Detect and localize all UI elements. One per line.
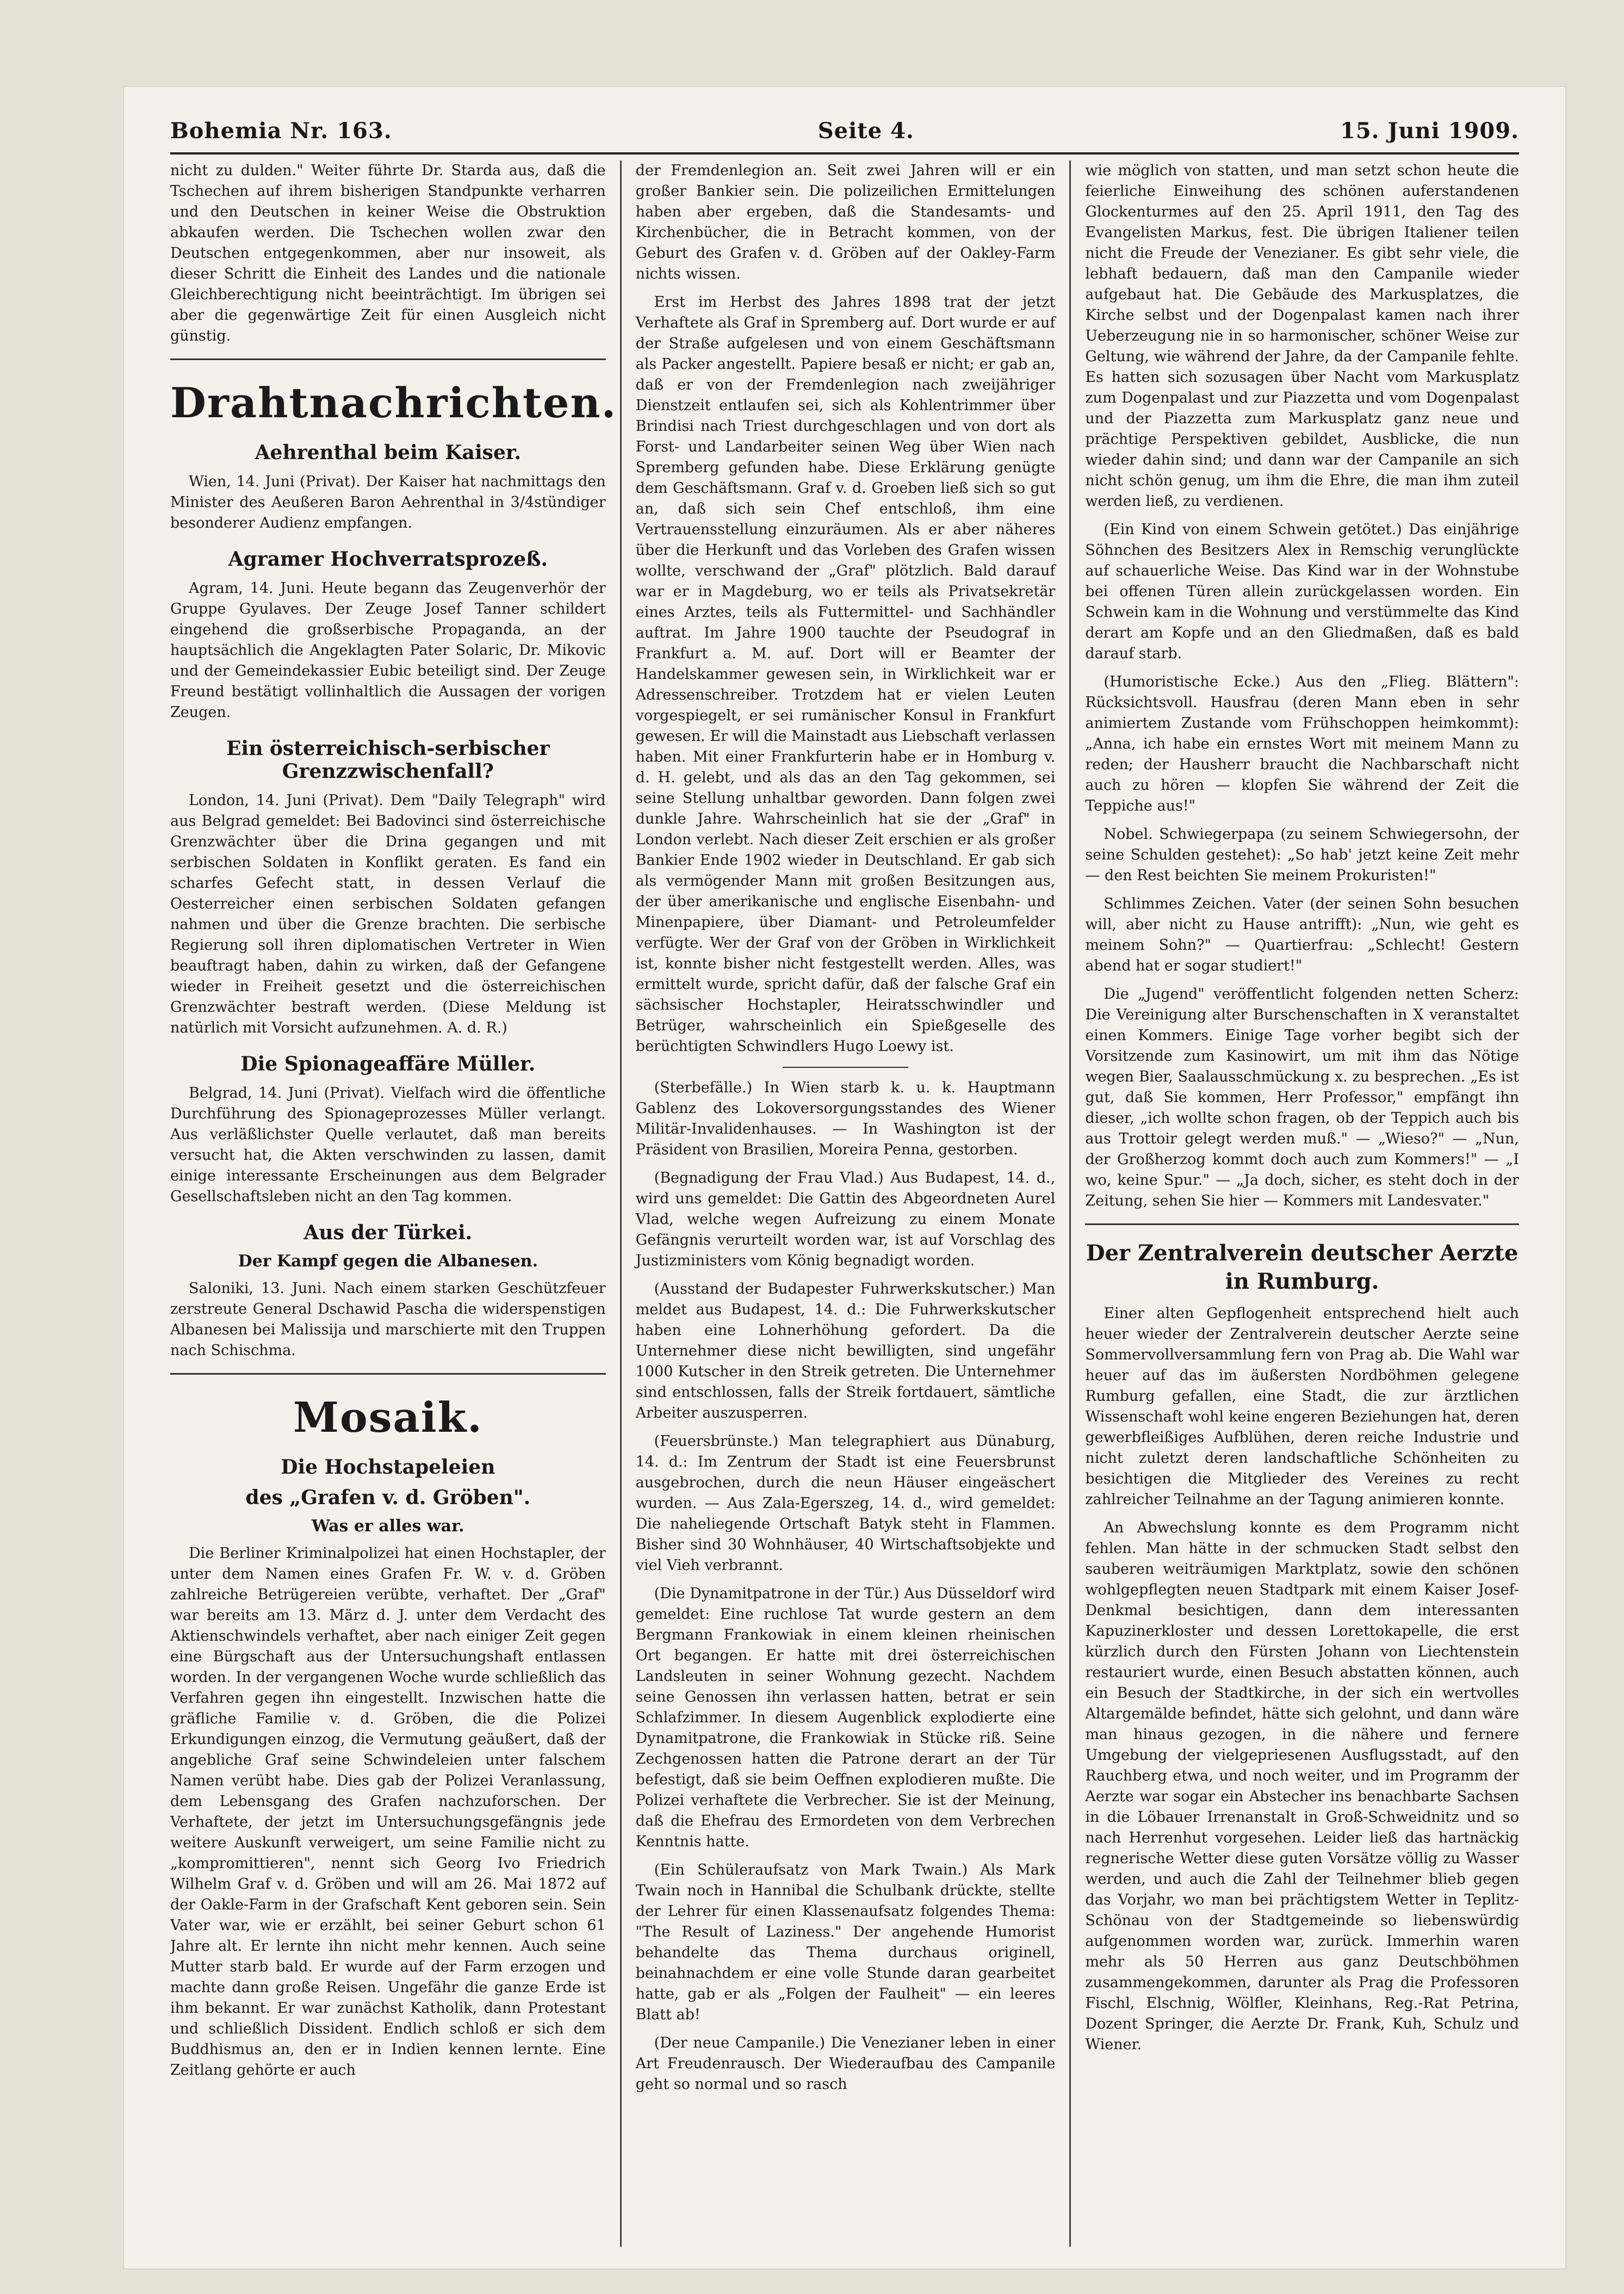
article-humor-2: Nobel. Schwiegerpapa (zu seinem Schwiegersohn, der seine Schulden gestehet): „So hab' jetzt keine Zeit mehr — den Rest beichten Sie meinem Prokuristen!"	[1085, 826, 1519, 884]
article-spionage: Belgrad, 14. Juni (Privat). Vielfach wird die öffentliche Durchführung des Spionageprozesses Müller verlangt. Aus verläßlichster Quelle verlautet, daß man bereits versucht hat, die Akten verschwinden zu lassen, damit einige interessante Erscheinungen aus dem Belgrader Gesellschaftsleben nicht an den Tag kommen.	[170, 1085, 606, 1205]
header-issue: Bohemia Nr. 163.	[170, 118, 392, 144]
article-kind-schwein: (Ein Kind von einem Schwein getötet.) Das einjährige Söhnchen des Besitzers Alex in Remschig verunglückte auf schauerliche Weise. Das Kind war in der Wohnstube bei offenen Türen allein zurückgelassen worden. Ein Schwein kam in die Wohnung und verstümmelte das Kind derart am Kopfe und an den Gliedmaßen, daß es bald darauf starb.	[1085, 521, 1519, 662]
divider	[170, 358, 606, 360]
divider	[1085, 1223, 1519, 1225]
article-zentralverein-1: Einer alten Gepflogenheit entsprechend hielt auch heuer wieder der Zentralverein deutscher Aerzte seine Sommervollversammlung fern von Prag ab. Die Wahl war heuer auf das im äußersten Nordböhmen gelegene Rumburg gefallen, eine Stadt, die zur ärztlichen Wissenschaft wohl keine engeren Beziehungen hat, deren gewerbfleißiges Aufblühen, deren reiche Industrie und nicht zuletzt deren landschaftliche Schönheiten zu besichtigen die Mitglieder des Vereines zu recht zahlreicher Teilnahme an der Tagung animieren konnte.	[1085, 1305, 1519, 1508]
column-3	[1069, 160, 1519, 2247]
article-mark-twain: (Ein Schüleraufsatz von Mark Twain.) Als Mark Twain noch in Hannibal die Schulbank drückte, stellte der Lehrer für einen Klassenaufsatz folgendes Thema: "The Result of Laziness." Der angehende Humorist behandelte das Thema durchaus originell, beinahnachdem er eine volle Stunde daran gearbeitet hatte, gab er als „Folgen der Faulheit" — ein leeres Blatt ab!	[635, 1862, 1056, 2023]
header-page-number: Seite 4.	[817, 118, 914, 144]
header-date: 15. Juni 1909.	[1340, 118, 1519, 144]
section-title-mosaik: Mosaik.	[293, 1393, 483, 1442]
headline-hochstapeleien: Die Hochstapeleien	[281, 1456, 495, 1479]
headline-grenzzwischenfall: Ein österreichisch-serbischer Grenzzwischenfall?	[226, 737, 550, 783]
headline-tuerkei: Aus der Türkei.	[303, 1221, 473, 1244]
subheadline-was-er-war: Was er alles war.	[312, 1517, 464, 1536]
subheadline-albanesen: Der Kampf gegen die Albanesen.	[238, 1252, 538, 1271]
article-humor-3: Schlimmes Zeichen. Vater (der seinen Sohn besuchen will, aber nicht zu Hause antrifft): „Nun, wie geht es meinem Sohn?" — Quartierfrau: „Schlecht! Gestern abend hat er sogar studiert!"	[1085, 895, 1519, 974]
article-agram: Agram, 14. Juni. Heute begann das Zeugenverhör der Gruppe Gyulaves. Der Zeuge Josef Tanner schildert eingehend die großserbische Propaganda, an der hauptsächlich die Angeklagten Pater Solaric, Dr. Mikovic und der Gemeindekassier Eubic beteiligt sind. Der Zeuge Freund bestätigt vollinhaltlich die Aussagen der vorigen Zeugen.	[170, 580, 606, 721]
column-1	[170, 160, 620, 2247]
article-campanile-cont: wie möglich von statten, und man setzt schon heute die feierliche Einweihung des schönen auferstandenen Glockenturmes auf den 25. April 1911, den Tag des Evangelisten Markus, fest. Die übrigen Italiener teilen nicht die Freude der Venezianer. Es gibt sehr viele, die lebhaft bedauern, daß man den Campanile wieder aufgebaut hat. Die Gebäude des Markusplatzes, die Kirche selbst und der Dogenpalast kamen nach ihrer Ueberzeugung nie in so harmonischer, schöner Weise zur Geltung, wie während der Jahre, da der Campanile fehlte. Es hatten sich sozusagen über Nacht vom Markusplatz zum Dogenpalast und zur Piazzetta und vom Dogenpalast und der Piazzetta zum Markusplatz ganz neue und prächtige Perspektiven gebildet, Ausblicke, die nun wieder dahin sind; und dann war der Campanile an sich nicht schön genug, um ihm die Ehre, die man ihm zuteil werden ließ, zu verdienen.	[1085, 162, 1519, 510]
divider	[783, 1067, 909, 1068]
article-campanile: (Der neue Campanile.) Die Venezianer leben in einer Art Freudenrausch. Der Wiederaufbau des Campanile geht so normal und so rasch	[635, 2035, 1056, 2093]
columns	[170, 160, 1519, 2247]
article-tuerkei: Saloniki, 13. Juni. Nach einem starken Geschützfeuer zerstreute General Dschawid Pascha die widerspenstigen Albanesen bei Malissija und marschierte mit den Truppen nach Schischma.	[170, 1280, 606, 1359]
article-zentralverein-2: An Abwechslung konnte es dem Programm nicht fehlen. Man hätte in der schmucken Stadt selbst den sauberen weiträumigen Marktplatz, sowie den schönen wohlgepflegten neuen Stadtpark mit einem Kaiser Josef-Denkmal besichtigen, dann dem interessanten Kapuzinerkloster und dessen Lorettokapelle, die erst kürzlich durch den Fürsten Johann von Liechtenstein restauriert wurde, einen Besuch abstatten können, auch ein Besuch der Stadtkirche, in der sich ein wertvolles Altargemälde befindet, hätte sich gelohnt, und dann wäre man hinaus gezogen, in die nähere und fernere Umgebung der vielgepriesenen Ausflugsstadt, auf den Rauchberg etwa, und noch weiter, und im Programm der Aerzte war sogar ein Abstecher ins benachbarte Sachsen in die Löbauer Irrenanstalt in Groß-Schweidnitz und so nach Herrenhut vorgesehen. Leider ließ das hartnäckig regnerische Wetter diese guten Vorsätze völlig zu Wasser werden, und auch die Zahl der Teilnehmer blieb gegen das Vorjahr, wo man bei prächtigstem Wetter in Teplitz-Schönau von der Stadtgemeinde so liebenswürdig aufgenommen worden war, zurück. Immerhin waren mehr als 50 Herren aus ganz Deutschböhmen zusammengekommen, darunter als Prag die Professoren Fischl, Elschnig, Wölfler, Kleinhans, Reg.-Rat Petrina, Dozent Springer, die Aerzte Dr. Frank, Kuh, Schulz und Wiener.	[1085, 1519, 1519, 2053]
article-aehrenthal: Wien, 14. Juni (Privat). Der Kaiser hat nachmittags den Minister des Aeußeren Baron Aehrenthal in 3/4stündiger besonderer Audienz empfangen.	[170, 473, 606, 531]
article-grenzzwischenfall: London, 14. Juni (Privat). Dem "Daily Telegraph" wird aus Belgrad gemeldet: Bei Badovinci sind österreichische Grenzwächter über die Drina gegangen und mit serbischen Soldaten in Konflikt geraten. Es fand ein scharfes Gefecht statt, in dessen Verlauf die Oesterreicher einen serbischen Soldaten gefangen nahmen und über die Grenze brachten. Die serbische Regierung soll ihren diplomatischen Vertreter in Wien beauftragt haben, dahin zu wirken, daß der Gefangene wieder in Freiheit gesetzt und die österreichischen Grenzwächter bestraft werden. (Diese Meldung ist natürlich mit Vorsicht aufzunehmen. A. d. R.)	[170, 792, 606, 1036]
article-hochstapeleien-cont-2: Erst im Herbst des Jahres 1898 trat der jetzt Verhaftete als Graf in Spremberg auf. Dort wurde er auf der Straße aufgelesen und von einem Geschäftsmann als Packer angestellt. Papiere besaß er nicht; er gab an, daß er von der Fremdenlegion nach zweijähriger Dienstzeit entlaufen sei, sich als Kohlentrimmer über Brindisi nach Triest durchgeschlagen und von dort als Forst- und Landarbeiter seinen Weg über Wien nach Spremberg gefunden habe. Diese Erklärung genügte dem Geschäftsmann. Graf v. d. Groeben ließ sich so gut an, daß sich sein Chef entschloß, ihm eine Vertrauensstellung einzuräumen. Als er aber näheres über die Herkunft und das Vorleben des Grafen wissen wollte, verschwand der „Graf" plötzlich. Bald darauf war er in Magdeburg, wo er teils als Privatsekretär eines Arztes, teils als Futtermittel- und Sachhändler auftrat. Im Jahre 1900 tauchte der Pseudograf in Frankfurt a. M. auf. Dort will er Beamter der Handelskammer gewesen sein, in Wirklichkeit war er Adressenschreiber. Trotzdem hat er vielen Leuten vorgespiegelt, er sei rumänischer Konsul in Frankfurt gewesen. Er will die Mainstadt aus Liebschaft verlassen haben. Mit einer Frankfurterin habe er in Homburg v. d. H. gelebt, und als das an den Tag gekommen, sei seine Stellung unhaltbar geworden. Dann folgen zwei dunkle Jahre. Wahrscheinlich hat sie der „Graf" in London verlebt. Nach dieser Zeit erschien er als großer Bankier Ende 1902 wieder in Deutschland. Er gab sich als vermögender Mann mit großen Besitzungen aus, der über amerikanische und englische Eisenbahn- und Minenpapiere, über Diamant- und Petroleumfelder verfügte. Wer der Graf von der Gröben in Wirklichkeit ist, konnte bisher nicht festgestellt werden. Alles, was ermittelt wurde, spricht dafür, daß der falsche Graf ein sächsischer Hochstapler, Heiratsschwindler und Betrüger, wahrscheinlich ein Spießgeselle des berüchtigten Schwindlers Hugo Loewy ist.	[635, 294, 1056, 1055]
running-header	[170, 113, 1519, 148]
column-2	[620, 160, 1070, 2247]
headline-spionage: Die Spionageaffäre Müller.	[240, 1053, 536, 1075]
headline-agram: Agramer Hochverratsprozeß.	[228, 548, 548, 571]
article-humor-1: (Humoristische Ecke.) Aus den „Flieg. Blättern": Rücksichtsvoll. Hausfrau (deren Mann eben in sehr animiertem Zustande vom Frühschoppen heimkommt): „Anna, ich habe ein ernstes Wort mit meinem Mann zu reden; der Hausherr braucht die Nachbarschaft nicht auch zu hören — klopfen Sie während der Zeit die Teppiche aus!"	[1085, 673, 1519, 814]
article-hochstapeleien-cont: der Fremdenlegion an. Seit zwei Jahren will er ein großer Bankier sein. Die polizeilichen Ermittelungen haben aber ergeben, daß die Standesamts- und Kirchenbücher, die in Betracht kommen, von der Geburt des Grafen v. d. Gröben auf der Oakley-Farm nichts wissen.	[635, 162, 1056, 282]
article-jugend: Die „Jugend" veröffentlicht folgenden netten Scherz: Die Vereinigung alter Burschenschaften in X veranstaltet einen Kommers. Einige Tage vorher begibt sich der Vorsitzende zum Kasinowirt, um mit ihm das Nötige wegen Bier, Saalausschmückung x. zu besprechen. „Es ist gut, daß Sie kommen, Herr Professor," empfängt ihn dieser, „ich wollte schon fragen, ob der Teppich auch bis aus Trottoir gelegt werden muß." — „Wieso?" — „Nun, der Großherzog kommt doch auch zum Kommers!" — „I wo, keine Spur." — „Ja doch, sicher, es steht doch in der Zeitung, sehen Sie hier — Kommers mit Landesvater."	[1085, 986, 1519, 1209]
article-feuersbruenste: (Feuersbrünste.) Man telegraphiert aus Dünaburg, 14. d.: Im Zentrum der Stadt ist eine Feuersbrunst ausgebrochen, durch die neun Häuser eingeäschert wurden. — Aus Zala-Egerszeg, 14. d., wird gemeldet: Die naheliegende Ortschaft Batyk steht in Flammen. Bisher sind 30 Wohnhäuser, 40 Wirtschaftsobjekte und viel Vieh verbrannt.	[635, 1433, 1056, 1574]
article-hochstapeleien: Die Berliner Kriminalpolizei hat einen Hochstapler, der unter dem Namen eines Grafen Fr. W. v. d. Gröben zahlreiche Betrügereien verübte, verhaftet. Der „Graf" war bereits am 13. März d. J. unter dem Verdacht des Aktienschwindels verhaftet, aber nach einiger Zeit gegen eine Bürgschaft aus der Untersuchungshaft entlassen worden. In der vergangenen Woche wurde schließlich das Verfahren gegen ihn eingestellt. Inzwischen hatte die gräfliche Familie v. d. Gröben, die die Polizei Erkundigungen einzog, die Vermutung geäußert, daß der angebliche Graf seine Schwindeleien unter falschem Namen verübt habe. Dies gab der Polizei Veranlassung, dem Lebensgang des Grafen nachzuforschen. Der Verhaftete, der jetzt im Untersuchungsgefängnis jede weitere Auskunft verweigert, um seine Familie nicht zu „kompromittieren", nennt sich Georg Ivo Friedrich Wilhelm Graf v. d. Gröben und will am 26. Mai 1872 auf der Oakle-Farm in der Grafschaft Kent geboren sein. Sein Vater war, wie er erzählt, bei seiner Geburt schon 61 Jahre alt. Er lernte ihn nicht mehr kennen. Auch seine Mutter starb bald. Er wurde auf der Farm erzogen und machte dann große Reisen. Ungefähr die ganze Erde ist ihm bekannt. Er war zunächst Katholik, dann Protestant und schließlich Dissident. Endlich schloß er sich dem Buddhismus an, den er in Indien kennen lernte. Eine Zeitlang gehörte er auch	[170, 1545, 606, 2079]
article-sterbefaelle: (Sterbefälle.) In Wien starb k. u. k. Hauptmann Gablenz des Lokoversorgungsstandes des Wiener Militär-Invalidenhauses. — In Washington ist der Präsident von Brasilien, Moreira Penna, gestorben.	[635, 1079, 1056, 1158]
headline-zentralverein: Der Zentralverein deutscher Aerzte in Rumburg.	[1086, 1240, 1518, 1294]
header-rule	[170, 152, 1519, 154]
section-title-drahtnachrichten: Drahtnachrichten.	[170, 379, 617, 427]
article-begnadigung: (Begnadigung der Frau Vlad.) Aus Budapest, 14. d., wird uns gemeldet: Die Gattin des Abgeordneten Aurel Vlad, welche wegen Aufreizung zu einem Monate Gefängnis verurteilt worden war, ist auf Vorschlag des Justizministers vom König begnadigt worden.	[635, 1170, 1056, 1269]
headline-hochstapeleien-2: des „Grafen v. d. Gröben".	[245, 1486, 531, 1509]
article-continued-text: nicht zu dulden." Weiter führte Dr. Starda aus, daß die Tschechen auf ihrem bisherigen Standpunkte verharren und den Deutschen in keiner Weise die Obstruktion abkaufen werden. Die Tschechen wollen zwar den Deutschen entgegenkommen, aber nur insoweit, als dieser Schritt die Einheit des Landes und die nationale Gleichberechtigung nicht beeinträchtigt. Im übrigen sei aber die gegenwärtige Zeit für einen Ausgleich nicht günstig.	[170, 162, 606, 344]
article-ausstand: (Ausstand der Budapester Fuhrwerkskutscher.) Man meldet aus Budapest, 14. d.: Die Fuhrwerkskutscher haben eine Lohnerhöhung gefordert. Da die Unternehmer diese nicht bewilligten, sind ungefähr 1000 Kutscher in den Streik getreten. Die Unternehmer sind entschlossen, falls der Streik fortdauert, sämtliche Arbeiter auszusperren.	[635, 1281, 1056, 1421]
article-dynamitpatrone: (Die Dynamitpatrone in der Tür.) Aus Düsseldorf wird gemeldet: Eine ruchlose Tat wurde gestern an dem Bergmann Frankowiak in einem kleinen rheinischen Ort begangen. Er hatte mit drei österreichischen Landsleuten in seiner Wohnung gezecht. Nachdem seine Genossen ihn verlassen hatten, betrat er sein Schlafzimmer. In diesem Augenblick explodierte eine Dynamitpatrone, die Frankowiak in Stücke riß. Seine Zechgenossen hatten die Patrone derart an der Tür befestigt, daß sie beim Oeffnen explodieren mußte. Die Polizei verhaftete die Verbrecher. Sie ist der Meinung, daß die Ehefrau des Ermordeten von dem Verbrechen Kenntnis hatte.	[635, 1585, 1056, 1850]
headline-aehrenthal: Aehrenthal beim Kaiser.	[255, 441, 522, 464]
divider	[170, 1373, 606, 1375]
newspaper-page	[124, 87, 1565, 2268]
